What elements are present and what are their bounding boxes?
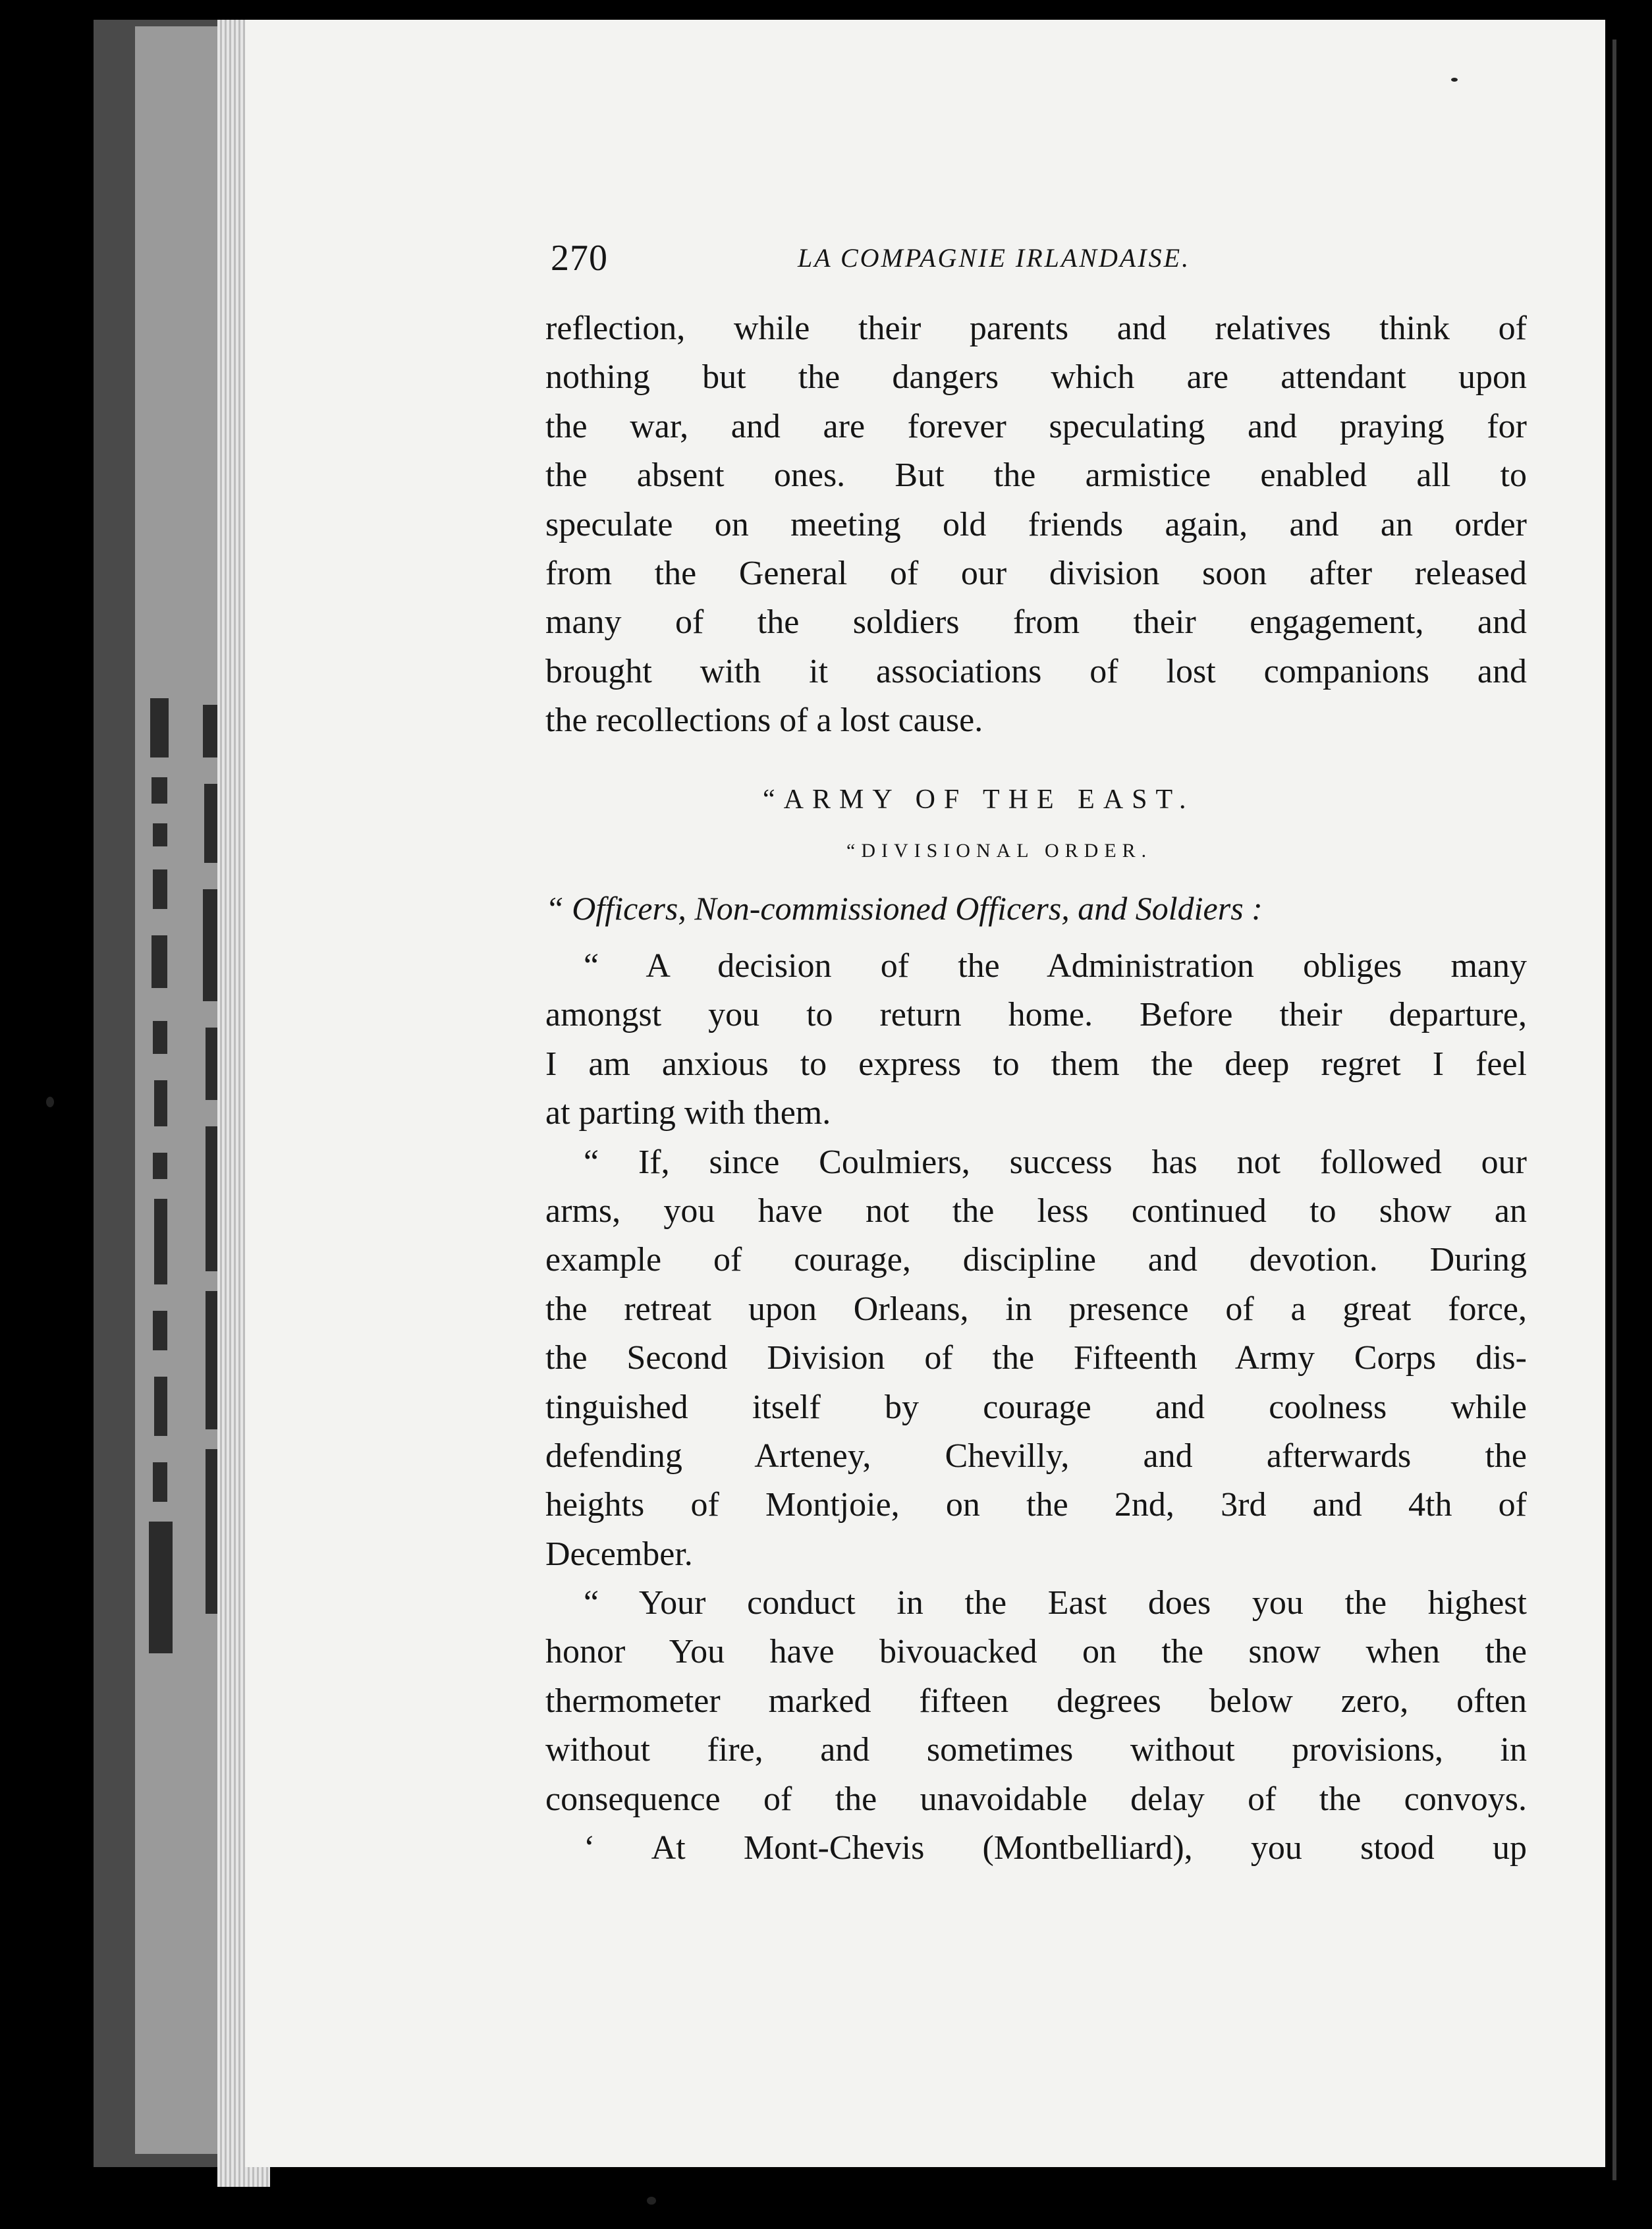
text-line: amongst you to return home. Before their departure, [545, 996, 1527, 1034]
text-line: December. [545, 1535, 693, 1573]
text-line: consequence of the unavoidable delay of the convoys. [545, 1780, 1527, 1818]
salutation: “ Officers, Non-commissioned Officers, and Soldiers : [545, 890, 1263, 927]
text-line: thermometer marked fifteen degrees below zero, often [545, 1682, 1527, 1720]
text-line: “ Your conduct in the East does you the highest [584, 1584, 1527, 1622]
text-line: “ A decision of the Administration obliges many [584, 947, 1527, 985]
running-title: LA COMPAGNIE IRLANDAISE. [798, 243, 1191, 273]
text-line: tinguished itself by courage and coolness while [545, 1388, 1527, 1426]
text-line: from the General of our division soon after released [545, 554, 1527, 592]
page-number: 270 [551, 238, 608, 279]
text-line: the absent ones. But the armistice enabled all to [545, 456, 1527, 495]
text-line: ‘ At Mont-Chevis (Montbelliard), you stood up [584, 1829, 1527, 1867]
order-body [545, 942, 1527, 1873]
page-right-edge [1612, 40, 1616, 2180]
text-line: speculate on meeting old friends again, and an order [545, 505, 1527, 543]
scan-speck [46, 1097, 54, 1107]
text-line: “ If, since Coulmiers, success has not followed our [584, 1143, 1527, 1181]
running-head [551, 237, 1526, 283]
text-line: nothing but the dangers which are attendant upon [545, 358, 1527, 397]
heading-divisional-order: “DIVISIONAL ORDER. [846, 840, 1153, 862]
text-line: arms, you have not the less continued to show an [545, 1192, 1527, 1230]
scan-speck [647, 2197, 656, 2205]
text-line: brought with it associations of lost companions and [545, 652, 1527, 690]
text-line: the recollections of a lost cause. [545, 702, 983, 740]
text-line: I am anxious to express to them the deep regret I feel [545, 1045, 1527, 1083]
text-line: example of courage, discipline and devotion. During [545, 1241, 1527, 1279]
text-line: honor You have bivouacked on the snow when the [545, 1633, 1527, 1671]
scan-speck [1451, 78, 1458, 82]
text-line: heights of Montjoie, on the 2nd, 3rd and 4th of [545, 1486, 1527, 1524]
text-line: the war, and are forever speculating and praying for [545, 407, 1527, 445]
intro-paragraph [545, 304, 1527, 746]
text-line: reflection, while their parents and relatives think of [545, 310, 1527, 347]
text-line: defending Arteney, Chevilly, and afterwards the [545, 1437, 1527, 1475]
text-line: many of the soldiers from their engagement, and [545, 603, 1527, 642]
text-line: the Second Division of the Fifteenth Army Corps dis- [545, 1339, 1527, 1377]
text-line: without fire, and sometimes without provisions, in [545, 1731, 1527, 1769]
text-line: at parting with them. [545, 1094, 831, 1132]
text-line: the retreat upon Orleans, in presence of a great force, [545, 1290, 1527, 1328]
heading-army-of-the-east: “ARMY OF THE EAST. [763, 784, 1195, 815]
